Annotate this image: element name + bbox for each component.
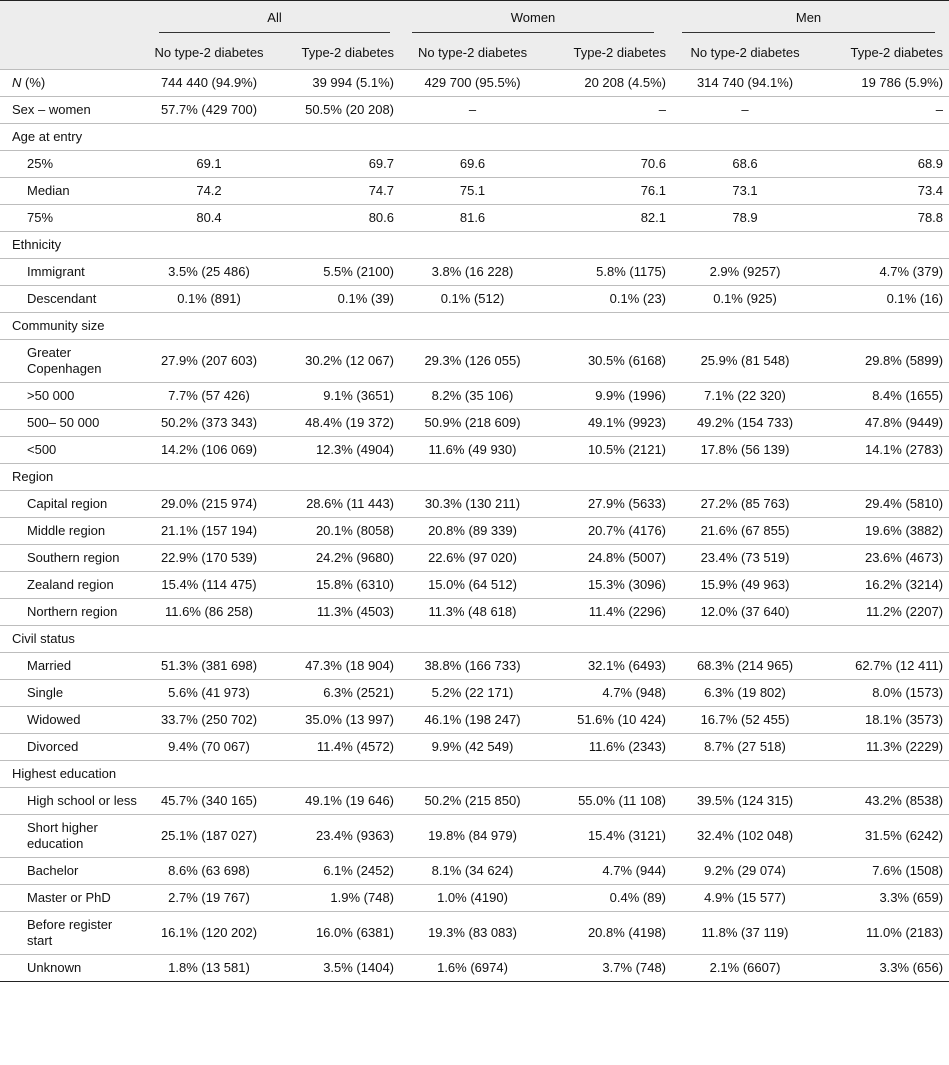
cell-value: 8.6% (63 698) bbox=[145, 858, 273, 885]
row-label: >50 000 bbox=[0, 383, 145, 410]
cell-value: 68.6 bbox=[672, 151, 818, 178]
sub-header-row bbox=[0, 39, 949, 70]
cell-value: 11.6% (86 258) bbox=[145, 599, 273, 626]
cell-value: 4.9% (15 577) bbox=[672, 885, 818, 912]
section-label: Region bbox=[0, 464, 949, 491]
cell-value: 74.2 bbox=[145, 178, 273, 205]
group-header-all: All bbox=[145, 1, 400, 40]
cell-value: 32.4% (102 048) bbox=[672, 815, 818, 858]
row-label: 75% bbox=[0, 205, 145, 232]
cell-value: 20 208 (4.5%) bbox=[545, 70, 672, 97]
section-label: Civil status bbox=[0, 626, 949, 653]
cell-value: 23.4% (73 519) bbox=[672, 545, 818, 572]
section-label: Ethnicity bbox=[0, 232, 949, 259]
cell-value: 1.6% (6974) bbox=[400, 955, 545, 982]
cell-value: 1.0% (4190) bbox=[400, 885, 545, 912]
cell-value: 23.4% (9363) bbox=[273, 815, 400, 858]
row-label: Descendant bbox=[0, 286, 145, 313]
cell-value: 69.1 bbox=[145, 151, 273, 178]
cell-value: 15.3% (3096) bbox=[545, 572, 672, 599]
group-header-row bbox=[0, 1, 949, 40]
cell-value: 39 994 (5.1%) bbox=[273, 70, 400, 97]
cell-value: 27.9% (5633) bbox=[545, 491, 672, 518]
cell-value: 16.2% (3214) bbox=[818, 572, 949, 599]
cell-value: 15.4% (3121) bbox=[545, 815, 672, 858]
cell-value: 45.7% (340 165) bbox=[145, 788, 273, 815]
row-label: 25% bbox=[0, 151, 145, 178]
cell-value: 73.1 bbox=[672, 178, 818, 205]
cell-value: 50.5% (20 208) bbox=[273, 97, 400, 124]
cell-value: 5.8% (1175) bbox=[545, 259, 672, 286]
cell-value: 20.7% (4176) bbox=[545, 518, 672, 545]
cell-value: 30.3% (130 211) bbox=[400, 491, 545, 518]
cell-value: 4.7% (948) bbox=[545, 680, 672, 707]
cell-value: 27.2% (85 763) bbox=[672, 491, 818, 518]
cell-value: 11.4% (2296) bbox=[545, 599, 672, 626]
cell-value: 29.0% (215 974) bbox=[145, 491, 273, 518]
cell-value: 38.8% (166 733) bbox=[400, 653, 545, 680]
table-row bbox=[0, 70, 949, 97]
cell-value: 0.4% (89) bbox=[545, 885, 672, 912]
row-label: Widowed bbox=[0, 707, 145, 734]
subheader-men-no-diabetes: No type-2 diabetes bbox=[690, 45, 800, 60]
section-header-age-at-entry bbox=[0, 124, 949, 151]
cell-value: 78.8 bbox=[818, 205, 949, 232]
cell-value: 0.1% (16) bbox=[818, 286, 949, 313]
cell-value: 12.0% (37 640) bbox=[672, 599, 818, 626]
row-label: Southern region bbox=[0, 545, 145, 572]
cell-value: 14.1% (2783) bbox=[818, 437, 949, 464]
cell-value: 9.4% (70 067) bbox=[145, 734, 273, 761]
cell-value: 46.1% (198 247) bbox=[400, 707, 545, 734]
cell-value: 0.1% (512) bbox=[400, 286, 545, 313]
section-label: Age at entry bbox=[0, 124, 949, 151]
row-label: Immigrant bbox=[0, 259, 145, 286]
cell-value: 11.0% (2183) bbox=[818, 912, 949, 955]
cell-value: 51.6% (10 424) bbox=[545, 707, 672, 734]
cell-value: 0.1% (23) bbox=[545, 286, 672, 313]
cell-value: 68.3% (214 965) bbox=[672, 653, 818, 680]
cell-value: 19.6% (3882) bbox=[818, 518, 949, 545]
row-label: Bachelor bbox=[0, 858, 145, 885]
subheader-women-diabetes: Type-2 diabetes bbox=[573, 45, 667, 60]
table-row bbox=[0, 383, 949, 410]
cell-value: 50.2% (215 850) bbox=[400, 788, 545, 815]
cell-value: 75.1 bbox=[400, 178, 545, 205]
cell-value: 33.7% (250 702) bbox=[145, 707, 273, 734]
row-label: Before register start bbox=[0, 912, 145, 955]
row-label: Single bbox=[0, 680, 145, 707]
cell-value: 1.9% (748) bbox=[273, 885, 400, 912]
row-label: Northern region bbox=[0, 599, 145, 626]
table-row bbox=[0, 437, 949, 464]
row-label-main: N bbox=[12, 75, 22, 90]
cell-value: 73.4 bbox=[818, 178, 949, 205]
row-label: Master or PhD bbox=[0, 885, 145, 912]
cell-value: 21.6% (67 855) bbox=[672, 518, 818, 545]
cell-value: 7.7% (57 426) bbox=[145, 383, 273, 410]
cell-value: 0.1% (891) bbox=[145, 286, 273, 313]
cell-value: 11.6% (2343) bbox=[545, 734, 672, 761]
cell-value: 70.6 bbox=[545, 151, 672, 178]
table-row bbox=[0, 734, 949, 761]
cell-value: 3.3% (659) bbox=[818, 885, 949, 912]
cell-value: 3.7% (748) bbox=[545, 955, 672, 982]
cell-value: 49.2% (154 733) bbox=[672, 410, 818, 437]
cell-value: 76.1 bbox=[545, 178, 672, 205]
row-label: Median bbox=[0, 178, 145, 205]
row-label: <500 bbox=[0, 437, 145, 464]
cell-value: 9.9% (1996) bbox=[545, 383, 672, 410]
table-row bbox=[0, 97, 949, 124]
cell-value: 19 786 (5.9%) bbox=[818, 70, 949, 97]
table-row bbox=[0, 815, 949, 858]
cell-value: 12.3% (4904) bbox=[273, 437, 400, 464]
cell-value: 18.1% (3573) bbox=[818, 707, 949, 734]
cell-value: 25.9% (81 548) bbox=[672, 340, 818, 383]
cell-value: 9.2% (29 074) bbox=[672, 858, 818, 885]
cell-value: 5.5% (2100) bbox=[273, 259, 400, 286]
cell-value: 6.1% (2452) bbox=[273, 858, 400, 885]
cell-value: 24.8% (5007) bbox=[545, 545, 672, 572]
cell-value: – bbox=[672, 97, 818, 124]
cell-value: 16.1% (120 202) bbox=[145, 912, 273, 955]
cell-value: 23.6% (4673) bbox=[818, 545, 949, 572]
cell-value: 20.1% (8058) bbox=[273, 518, 400, 545]
row-label: High school or less bbox=[0, 788, 145, 815]
table-row bbox=[0, 599, 949, 626]
cell-value: 11.4% (4572) bbox=[273, 734, 400, 761]
table-row bbox=[0, 518, 949, 545]
cell-value: 47.8% (9449) bbox=[818, 410, 949, 437]
cell-value: 11.3% (4503) bbox=[273, 599, 400, 626]
cell-value: 8.2% (35 106) bbox=[400, 383, 545, 410]
row-label: Capital region bbox=[0, 491, 145, 518]
table-row bbox=[0, 955, 949, 982]
row-label: Short higher education bbox=[0, 815, 145, 858]
table-row bbox=[0, 572, 949, 599]
cell-value: 9.9% (42 549) bbox=[400, 734, 545, 761]
subheader-all-diabetes: Type-2 diabetes bbox=[301, 45, 395, 60]
cell-value: 4.7% (944) bbox=[545, 858, 672, 885]
table-row bbox=[0, 259, 949, 286]
cell-value: 69.6 bbox=[400, 151, 545, 178]
cell-value: 2.9% (9257) bbox=[672, 259, 818, 286]
header-corner bbox=[0, 1, 145, 40]
cell-value: 15.9% (49 963) bbox=[672, 572, 818, 599]
cell-value: 10.5% (2121) bbox=[545, 437, 672, 464]
row-label: Middle region bbox=[0, 518, 145, 545]
cell-value: 15.8% (6310) bbox=[273, 572, 400, 599]
cell-value: 20.8% (89 339) bbox=[400, 518, 545, 545]
cell-value: 57.7% (429 700) bbox=[145, 97, 273, 124]
cell-value: 11.3% (48 618) bbox=[400, 599, 545, 626]
cell-value: 27.9% (207 603) bbox=[145, 340, 273, 383]
row-label: Married bbox=[0, 653, 145, 680]
cell-value: 22.6% (97 020) bbox=[400, 545, 545, 572]
cell-value: 2.7% (19 767) bbox=[145, 885, 273, 912]
cell-value: 35.0% (13 997) bbox=[273, 707, 400, 734]
cell-value: 0.1% (925) bbox=[672, 286, 818, 313]
table-row bbox=[0, 178, 949, 205]
cell-value: 6.3% (2521) bbox=[273, 680, 400, 707]
group-header-men: Men bbox=[672, 1, 949, 40]
cell-value: 19.8% (84 979) bbox=[400, 815, 545, 858]
table-row bbox=[0, 653, 949, 680]
cell-value: 28.6% (11 443) bbox=[273, 491, 400, 518]
row-label: Zealand region bbox=[0, 572, 145, 599]
cell-value: 17.8% (56 139) bbox=[672, 437, 818, 464]
table-row bbox=[0, 858, 949, 885]
cell-value: 74.7 bbox=[273, 178, 400, 205]
table-row bbox=[0, 545, 949, 572]
cell-value: 744 440 (94.9%) bbox=[145, 70, 273, 97]
cell-value: – bbox=[400, 97, 545, 124]
section-header-region bbox=[0, 464, 949, 491]
cell-value: 24.2% (9680) bbox=[273, 545, 400, 572]
group-header-women: Women bbox=[400, 1, 672, 40]
subheader-men-diabetes: Type-2 diabetes bbox=[850, 45, 944, 60]
table-row bbox=[0, 151, 949, 178]
cell-value: 78.9 bbox=[672, 205, 818, 232]
cell-value: 429 700 (95.5%) bbox=[400, 70, 545, 97]
cell-value: 3.3% (656) bbox=[818, 955, 949, 982]
cell-value: 16.0% (6381) bbox=[273, 912, 400, 955]
cell-value: 80.4 bbox=[145, 205, 273, 232]
cell-value: 14.2% (106 069) bbox=[145, 437, 273, 464]
cell-value: 25.1% (187 027) bbox=[145, 815, 273, 858]
cell-value: 11.3% (2229) bbox=[818, 734, 949, 761]
row-label: Greater Copenhagen bbox=[0, 340, 145, 383]
cell-value: 8.7% (27 518) bbox=[672, 734, 818, 761]
cell-value: 80.6 bbox=[273, 205, 400, 232]
cell-value: 8.1% (34 624) bbox=[400, 858, 545, 885]
row-label: 500– 50 000 bbox=[0, 410, 145, 437]
cell-value: 29.3% (126 055) bbox=[400, 340, 545, 383]
cell-value: – bbox=[545, 97, 672, 124]
cell-value: 6.3% (19 802) bbox=[672, 680, 818, 707]
table-row bbox=[0, 680, 949, 707]
row-label-suffix: (%) bbox=[21, 75, 46, 90]
cell-value: 43.2% (8538) bbox=[818, 788, 949, 815]
cell-value: 51.3% (381 698) bbox=[145, 653, 273, 680]
cell-value: 50.9% (218 609) bbox=[400, 410, 545, 437]
cell-value: 55.0% (11 108) bbox=[545, 788, 672, 815]
section-header-ethnicity bbox=[0, 232, 949, 259]
table-row bbox=[0, 340, 949, 383]
cell-value: 8.0% (1573) bbox=[818, 680, 949, 707]
section-header-civil-status bbox=[0, 626, 949, 653]
cell-value: – bbox=[818, 97, 949, 124]
table-row bbox=[0, 205, 949, 232]
cell-value: 7.6% (1508) bbox=[818, 858, 949, 885]
cell-value: 11.2% (2207) bbox=[818, 599, 949, 626]
cell-value: 50.2% (373 343) bbox=[145, 410, 273, 437]
cell-value: 15.0% (64 512) bbox=[400, 572, 545, 599]
table-row bbox=[0, 286, 949, 313]
cell-value: 39.5% (124 315) bbox=[672, 788, 818, 815]
cell-value: 30.2% (12 067) bbox=[273, 340, 400, 383]
subheader-women-no-diabetes: No type-2 diabetes bbox=[417, 45, 528, 60]
cell-value: 0.1% (39) bbox=[273, 286, 400, 313]
cell-value: 7.1% (22 320) bbox=[672, 383, 818, 410]
cell-value: 69.7 bbox=[273, 151, 400, 178]
section-header-highest-education bbox=[0, 761, 949, 788]
cell-value: 3.5% (1404) bbox=[273, 955, 400, 982]
cell-value: 82.1 bbox=[545, 205, 672, 232]
cell-value: 30.5% (6168) bbox=[545, 340, 672, 383]
cell-value: 15.4% (114 475) bbox=[145, 572, 273, 599]
table-row bbox=[0, 491, 949, 518]
cell-value: 11.8% (37 119) bbox=[672, 912, 818, 955]
cell-value: 81.6 bbox=[400, 205, 545, 232]
table-row bbox=[0, 885, 949, 912]
cell-value: 9.1% (3651) bbox=[273, 383, 400, 410]
row-label: Unknown bbox=[0, 955, 145, 982]
row-label: Divorced bbox=[0, 734, 145, 761]
subheader-all-no-diabetes: No type-2 diabetes bbox=[154, 45, 264, 60]
cell-value: 22.9% (170 539) bbox=[145, 545, 273, 572]
table-row bbox=[0, 410, 949, 437]
header-corner-sub bbox=[0, 39, 145, 70]
cell-value: 47.3% (18 904) bbox=[273, 653, 400, 680]
cell-value: 314 740 (94.1%) bbox=[672, 70, 818, 97]
row-label: Sex – women bbox=[0, 97, 145, 124]
cell-value: 62.7% (12 411) bbox=[818, 653, 949, 680]
cell-value: 2.1% (6607) bbox=[672, 955, 818, 982]
cell-value: 20.8% (4198) bbox=[545, 912, 672, 955]
cell-value: 16.7% (52 455) bbox=[672, 707, 818, 734]
cell-value: 1.8% (13 581) bbox=[145, 955, 273, 982]
section-label: Community size bbox=[0, 313, 949, 340]
cell-value: 4.7% (379) bbox=[818, 259, 949, 286]
cell-value: 29.4% (5810) bbox=[818, 491, 949, 518]
table-body bbox=[0, 70, 949, 982]
cell-value: 31.5% (6242) bbox=[818, 815, 949, 858]
cell-value: 19.3% (83 083) bbox=[400, 912, 545, 955]
cell-value: 32.1% (6493) bbox=[545, 653, 672, 680]
cell-value: 8.4% (1655) bbox=[818, 383, 949, 410]
cell-value: 68.9 bbox=[818, 151, 949, 178]
section-label: Highest education bbox=[0, 761, 949, 788]
cell-value: 11.6% (49 930) bbox=[400, 437, 545, 464]
cell-value: 48.4% (19 372) bbox=[273, 410, 400, 437]
table-row bbox=[0, 912, 949, 955]
cell-value: 3.8% (16 228) bbox=[400, 259, 545, 286]
row-label bbox=[0, 70, 145, 97]
cell-value: 21.1% (157 194) bbox=[145, 518, 273, 545]
cell-value: 49.1% (9923) bbox=[545, 410, 672, 437]
cell-value: 29.8% (5899) bbox=[818, 340, 949, 383]
cell-value: 5.2% (22 171) bbox=[400, 680, 545, 707]
cell-value: 3.5% (25 486) bbox=[145, 259, 273, 286]
table-row bbox=[0, 788, 949, 815]
table-row bbox=[0, 707, 949, 734]
cell-value: 5.6% (41 973) bbox=[145, 680, 273, 707]
section-header-community-size bbox=[0, 313, 949, 340]
cell-value: 49.1% (19 646) bbox=[273, 788, 400, 815]
